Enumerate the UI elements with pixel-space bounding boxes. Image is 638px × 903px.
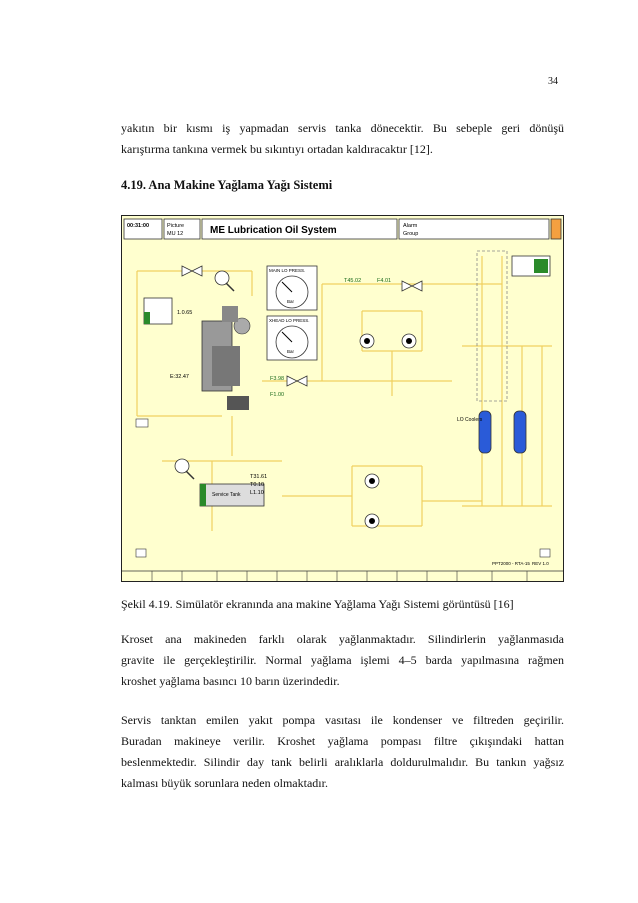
paragraph-line: beslenmektedir. Silindir day tank belirli aralıklarla doldurulmalıdır. Bu tankın yağsız [121, 755, 564, 769]
svg-text:Bar: Bar [287, 349, 295, 354]
sim-time: 00:31:00 [127, 223, 150, 229]
nav-right-button[interactable] [540, 549, 550, 557]
service-tank-val-1: T31.61 [250, 474, 268, 480]
svg-text:MAIN LO PRESS.: MAIN LO PRESS. [269, 268, 306, 273]
cooler-label: LO Coolers [457, 417, 483, 423]
intro-paragraph [121, 118, 564, 160]
picture-label: Picture [167, 223, 185, 229]
paragraph-2 [121, 710, 564, 794]
flow-c: F1.00 [270, 392, 285, 398]
footer-rev: REV 1.0 [532, 561, 549, 566]
nav-left-button[interactable] [136, 549, 146, 557]
svg-text:Bar: Bar [287, 299, 295, 304]
lo-filter[interactable] [215, 271, 234, 291]
paragraph-line: kroshet yağlama basıncı 10 barın üzerindedir. [121, 674, 340, 688]
flow-b: F3.98 [270, 376, 285, 382]
paragraph-line: Kroset ana makineden farklı olarak yağlanmaktadır. Silindirlerin yağlanmasıda [121, 632, 564, 646]
intro-line: yakıtın bir kısmı iş yapmadan servis tanka dönecektir. Bu sebeple geri dönüşü [121, 121, 564, 135]
sim-title: ME Lubrication Oil System [210, 225, 337, 236]
svg-text:Service Tank: Service Tank [212, 492, 241, 498]
footer-code: PPT2000 - RTA-15 [492, 561, 530, 566]
picture-id: MU 12 [167, 231, 184, 237]
page-number: 34 [548, 76, 558, 87]
alarm-indicator[interactable] [551, 219, 561, 239]
figure-caption: Şekil 4.19. Simülatör ekranında ana makine Yağlama Yağı Sistemi görüntüsü [16] [121, 597, 514, 611]
paragraph-line: Buradan makineye verilir. Kroshet yağlama pompası filtre çıkışındaki hattan [121, 734, 564, 748]
simulator-screenshot [121, 215, 564, 582]
purifier-pump-2[interactable] [365, 514, 379, 528]
flow-a: F4.01 [377, 278, 392, 284]
small-button[interactable] [136, 419, 148, 427]
service-tank-val-2: T0.10 [250, 482, 265, 488]
alarm-label: Alarm [403, 223, 418, 229]
paragraph-line: Servis tanktan emilen yakıt pompa vasıtası ile kondenser ve filtreden geçirilir. [121, 713, 564, 727]
pipe-network [137, 256, 552, 531]
sump-temp: E:32.47 [170, 374, 189, 380]
svg-text:XHEAD LO PRESS.: XHEAD LO PRESS. [269, 318, 310, 323]
lo-pump-2[interactable] [402, 334, 416, 348]
section-heading: 4.19. Ana Makine Yağlama Yağı Sistemi [121, 178, 333, 192]
main-engine[interactable] [202, 306, 250, 410]
softkey-bar[interactable] [152, 571, 527, 581]
xhead-lo-press-gauge [267, 316, 317, 360]
lo-pump-1[interactable] [360, 334, 374, 348]
intro-line: karıştırma tankına vermek bu sıkıntıyı ortadan kaldıracaktır [12]. [121, 142, 433, 156]
paragraph-line: kalması büyük sorunlara neden olmaktadır. [121, 776, 328, 790]
temp-a: T45.02 [344, 278, 362, 284]
purifier-pump-1[interactable] [365, 474, 379, 488]
main-lo-press-gauge [267, 266, 317, 310]
paragraph-line: gravite ile gerçekleştirilir. Normal yağlama işlemi 4–5 barda yapılmasına rağmen [121, 653, 564, 667]
purifier[interactable] [175, 459, 194, 479]
paragraph-1 [121, 629, 564, 692]
service-tank-val-3: L1.10 [250, 490, 264, 496]
lo-cooler-2[interactable] [514, 411, 526, 453]
group-label: Group [403, 231, 419, 237]
sump-level: 1.0.65 [177, 310, 193, 316]
